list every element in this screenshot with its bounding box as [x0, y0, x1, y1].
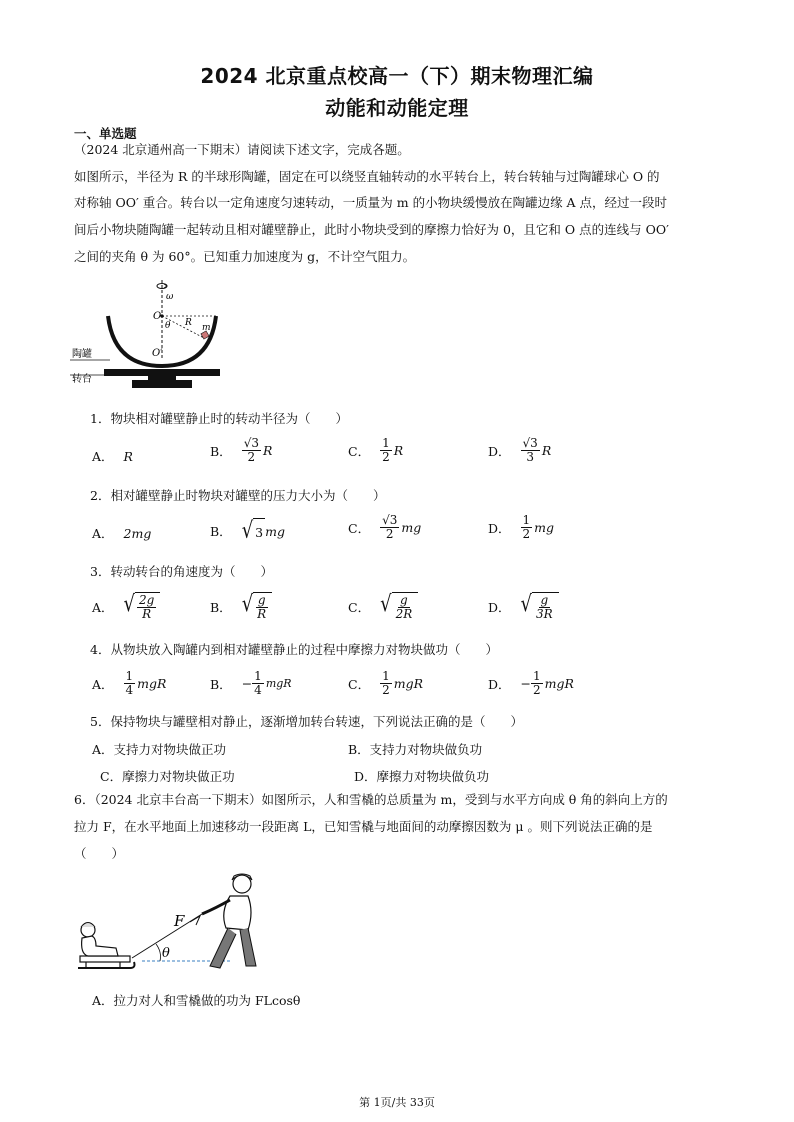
q5-option-a: A．支持力对物块做正功	[92, 742, 227, 757]
q3-option-b: B． √ $\frac{g}{R}$	[210, 592, 272, 621]
m-label: m	[202, 323, 211, 333]
q6-line3: （ ）	[74, 846, 125, 861]
q2-b-sqrt: √ 3	[241, 517, 264, 544]
page-footer: 第 1页/共 33页	[359, 1096, 435, 1109]
q4-b-fraction: $\frac{1}{4}$	[254, 669, 262, 697]
O-label: O	[153, 311, 162, 322]
q3-option-c: C． √ $\frac{g}{2R}$	[348, 592, 418, 621]
intro-line2: 对称轴 OO′ 重合。转台以一定角速度匀速转动，一质量为 m 的小物块缓慢放在陶罐边缘 A 点，经过一段时	[74, 195, 668, 210]
q1-c-fraction: $\frac{1}{2}$	[382, 436, 390, 464]
q3-stem: 3．转动转台的角速度为（ ）	[90, 564, 273, 579]
q1-option-b: B． $\frac{√3}{2}$ R	[210, 436, 273, 464]
Oprime-label: O′	[152, 348, 163, 359]
q1-option-c: C． $\frac{1}{2}$ R	[348, 436, 404, 464]
table-label: 转台	[72, 374, 92, 385]
intro-source: （2024 北京通州高一下期末）请阅读下述文字，完成各题。	[74, 142, 410, 157]
q4-c-fraction: $\frac{1}{2}$	[382, 669, 390, 697]
q3-option-d: D． √ $\frac{g}{3R}$	[488, 592, 559, 621]
jar-label: 陶罐	[72, 349, 92, 360]
q4-option-b: B． − $\frac{1}{4}$ mgR	[210, 669, 292, 697]
q1-option-d: D． $\frac{√3}{3}$ R	[488, 436, 552, 464]
q3-c-fraction: $\frac{g}{2R}$	[395, 593, 413, 621]
q6-line2: 拉力 F，在水平地面上加速移动一段距离 L，已知雪橇与地面间的动摩擦因数为 μ 。则下列说法正确的是	[74, 819, 653, 834]
q4-d-fraction: $\frac{1}{2}$	[533, 669, 541, 697]
q5-option-b: B．支持力对物块做负功	[348, 742, 483, 757]
intro-line3: 间后小物块随陶罐一起转动且相对罐壁静止，此时小物块受到的摩擦力恰好为 0，且它和 O 点的连线与 OO′	[74, 222, 669, 237]
sled-figure	[70, 868, 270, 980]
section-heading: 一、单选题	[74, 126, 137, 141]
q6-option-a: A．拉力对人和雪橇做的功为 FLcosθ	[92, 993, 301, 1008]
jar-turntable-figure	[70, 278, 240, 390]
q2-c-fraction: $\frac{√3}{2}$	[382, 513, 398, 541]
omega-label: ω	[166, 292, 174, 302]
q1-stem: 1．物块相对罐壁静止时的转动半径为（ ）	[90, 411, 348, 426]
q4-stem: 4．从物块放入陶罐内到相对罐壁静止的过程中摩擦力对物块做功（ ）	[90, 642, 498, 657]
q3-d-fraction: $\frac{g}{3R}$	[536, 593, 553, 621]
q4-option-a: A． $\frac{1}{4}$ mgR	[92, 669, 167, 697]
q4-option-d: D． − $\frac{1}{2}$ mgR	[488, 669, 574, 697]
q4-option-c: C． $\frac{1}{2}$ mgR	[348, 669, 423, 697]
q2-option-a: A． 2mg	[92, 525, 152, 541]
q1-b-fraction: $\frac{√3}{2}$	[243, 436, 259, 464]
R-label: R	[185, 318, 192, 328]
intro-line4: 之间的夹角 θ 为 60°。已知重力加速度为 g，不计空气阻力。	[74, 249, 416, 264]
q3-option-a: A． √ $\frac{2g}{R}$	[92, 592, 160, 621]
q1-option-a: A． R	[92, 448, 133, 464]
q5-option-c: C．摩擦力对物块做正功	[100, 769, 235, 784]
q6-line1: 6．（2024 北京丰台高一下期末）如图所示，人和雪橇的总质量为 m，受到与水平方向成 θ 角的斜向上方的	[74, 792, 668, 807]
theta2-label: θ	[162, 946, 170, 961]
F-label: F	[174, 912, 185, 930]
q5-option-d: D．摩擦力对物块做负功	[354, 769, 490, 784]
q3-a-fraction: $\frac{2g}{R}$	[139, 593, 155, 621]
q2-option-b: B． √ 3 mg	[210, 517, 285, 544]
q2-stem: 2．相对罐壁静止时物块对罐壁的压力大小为（ ）	[90, 488, 386, 503]
q1-d-fraction: $\frac{√3}{3}$	[522, 436, 538, 464]
q2-option-c: C． $\frac{√3}{2}$ mg	[348, 513, 422, 541]
page-title-line1: 2024 北京重点校高一（下）期末物理汇编	[200, 64, 594, 88]
q2-option-d: D． $\frac{1}{2}$ mg	[488, 513, 555, 541]
intro-line1: 如图所示，半径为 R 的半球形陶罐，固定在可以绕竖直轴转动的水平转台上，转台转轴与过陶罐球心 O 的	[74, 169, 660, 184]
q5-stem: 5．保持物块与罐壁相对静止，逐渐增加转台转速，下列说法正确的是（ ）	[90, 714, 523, 729]
q4-a-fraction: $\frac{1}{4}$	[125, 669, 134, 697]
q3-b-fraction: $\frac{g}{R}$	[257, 593, 267, 621]
q2-d-fraction: $\frac{1}{2}$	[522, 513, 531, 541]
theta-label: θ	[165, 321, 171, 331]
page-title-line2: 动能和动能定理	[325, 96, 469, 120]
